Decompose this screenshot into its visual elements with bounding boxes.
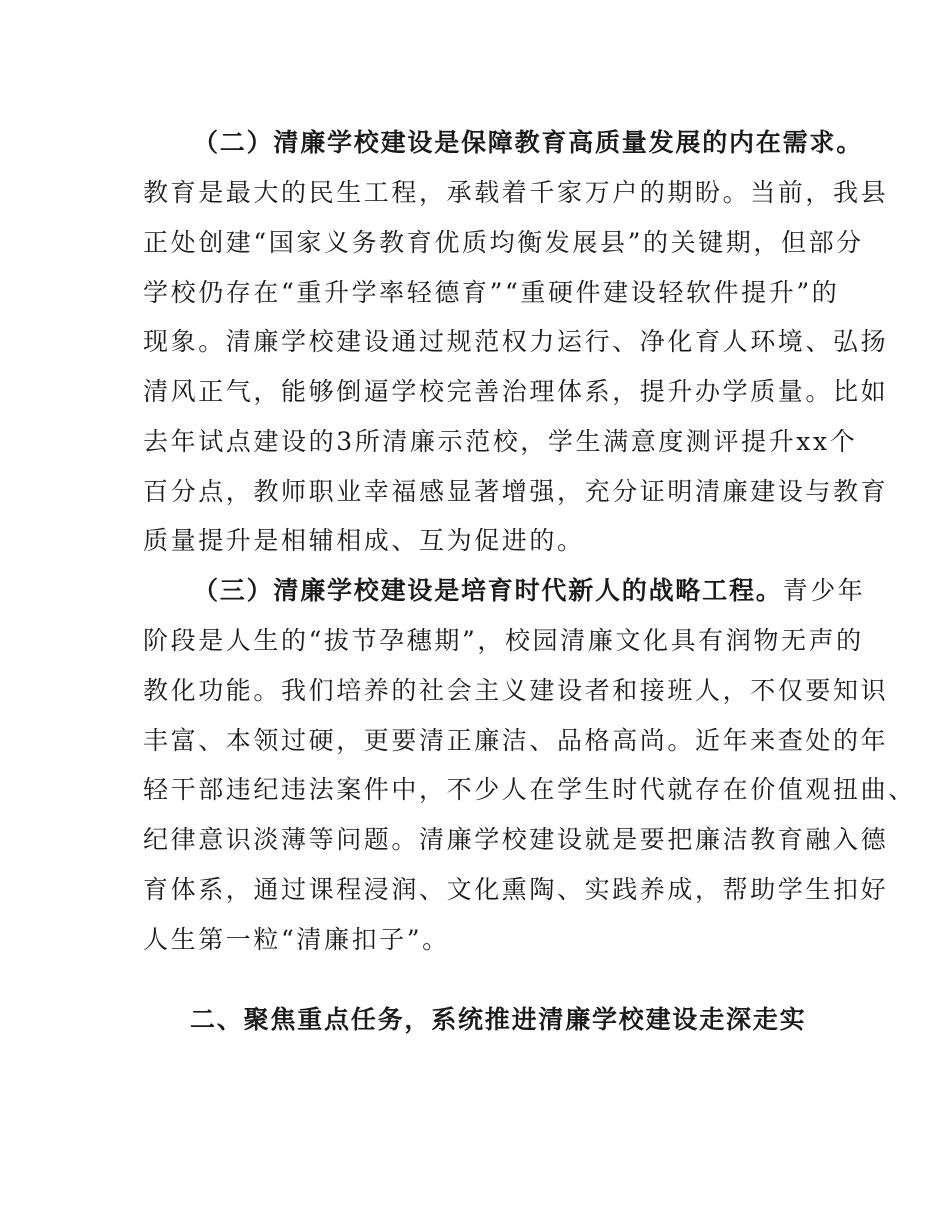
section-3-heading-tail: 青少年 <box>782 576 866 605</box>
paragraph-line: 育体系，通过课程浸润、文化熏陶、实践养成，帮助学生扣好 <box>143 875 889 904</box>
paragraph-line: 教化功能。我们培养的社会主义建设者和接班人，不仅要知识 <box>143 676 889 705</box>
paragraph-line: 纪律意识淡薄等问题。清廉学校建设就是要把廉洁教育融入德 <box>143 825 889 854</box>
paragraph-line: 人生第一粒“清廉扣子”。 <box>143 925 450 954</box>
paragraph-line: 教育是最大的民生工程，承载着千家万户的期盼。当前，我县 <box>143 178 889 207</box>
paragraph-line: 去年试点建设的3所清廉示范校，学生满意度测评提升xx个 <box>143 427 858 456</box>
paragraph-line: 轻干部违纪违法案件中，不少人在学生时代就存在价值观扭曲、 <box>143 775 916 804</box>
paragraph-line: 正处创建“国家义务教育优质均衡发展县”的关键期，但部分 <box>143 228 864 257</box>
paragraph-line: 质量提升是相辅相成、互为促进的。 <box>143 526 585 555</box>
paragraph-line: 百分点，教师职业幸福感显著增强，充分证明清廉建设与教育 <box>143 477 889 506</box>
paragraph-line: 清风正气，能够倒逼学校完善治理体系，提升办学质量。比如 <box>143 377 889 406</box>
section-3-heading-line <box>193 576 865 606</box>
paragraph-line: 阶段是人生的“拔节孕穗期”，校园清廉文化具有润物无声的 <box>143 626 864 655</box>
part-2-heading: 二、聚焦重点任务，系统推进清廉学校建设走深走实 <box>190 1005 807 1034</box>
section-3-heading: （三）清廉学校建设是培育时代新人的战略工程。 <box>193 576 783 605</box>
section-2-heading: （二）清廉学校建设是保障教育高质量发展的内在需求。 <box>193 128 864 157</box>
paragraph-line: 学校仍存在“重升学率轻德育”“重硬件建设轻软件提升”的 <box>143 278 840 307</box>
paragraph-line: 丰富、本领过硬，更要清正廉洁、品格高尚。近年来查处的年 <box>143 726 889 755</box>
paragraph-line: 现象。清廉学校建设通过规范权力运行、净化育人环境、弘扬 <box>143 327 889 356</box>
